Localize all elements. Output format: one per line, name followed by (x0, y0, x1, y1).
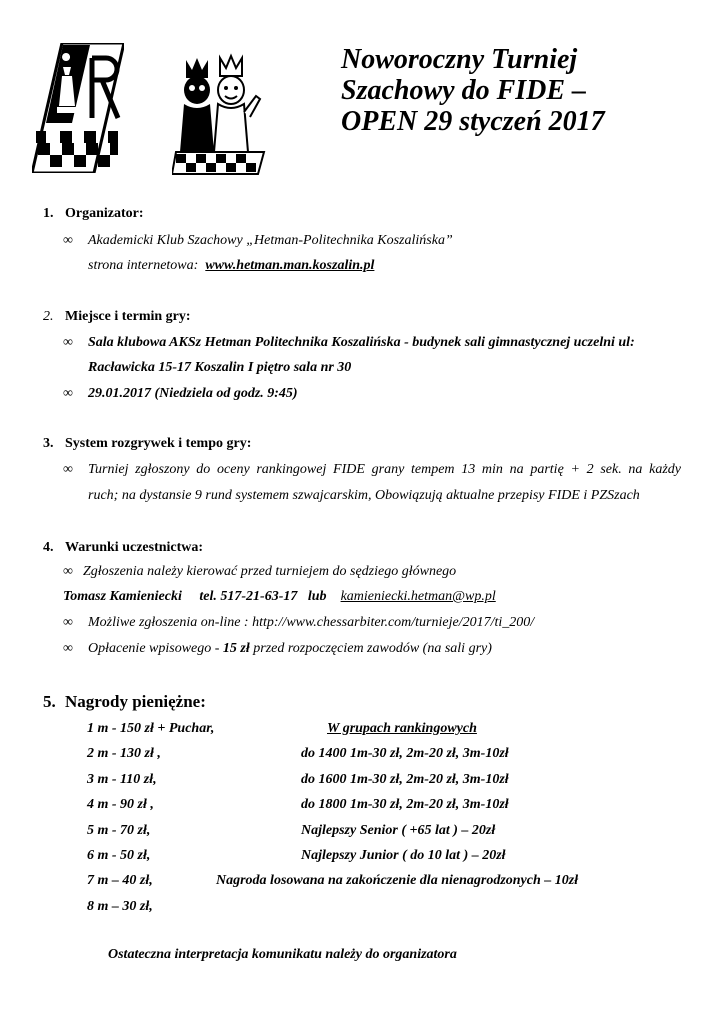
prize-place-7: 7 m – 40 zł, (87, 873, 153, 888)
junior-prize: Najlepszy Junior ( do 10 lat ) – 20zł (301, 848, 506, 863)
s4-judge-contact: Tomasz Kamieniecki tel. 517-21-63-17 lub kamieniecki.hetman@wp.pl (63, 589, 496, 604)
chess-club-logo (32, 43, 124, 173)
prize-place-3: 3 m - 110 zł, (87, 772, 157, 787)
document-title (341, 44, 701, 137)
section-2-heading: 2. Miejsce i termin gry: (43, 309, 191, 324)
title-line-1: Noworoczny Turniej (341, 44, 578, 75)
title-line-2: Szachowy do FIDE – (341, 75, 587, 106)
s2-date: ∞ 29.01.2017 (Niedziela od godz. 9:45) (63, 386, 298, 401)
s2-venue-2: Racławicka 15-17 Koszalin I piętro sala nr 30 (88, 360, 352, 375)
draw-prize: Nagroda losowana na zakończenie dla nienagrodzonych – 10zł (216, 873, 579, 888)
section-3-heading: 3. System rozgrywek i tempo gry: (43, 436, 252, 451)
group-prize-1800: do 1800 1m-30 zł, 2m-20 zł, 3m-10zł (301, 797, 509, 812)
prize-place-5: 5 m - 70 zł, (87, 823, 151, 838)
s4-fee: ∞ Opłacenie wpisowego - 15 zł przed rozpoczęciem zawodów (na sali gry) (63, 641, 492, 656)
s4-online: ∞ Możliwe zgłoszenia on-line : http://www.chessarbiter.com/turnieje/2017/ti_200/ (63, 615, 535, 630)
senior-prize: Najlepszy Senior ( +65 lat ) – 20zł (301, 823, 496, 838)
section-4-heading: 4. Warunki uczestnictwa: (43, 540, 204, 555)
title-line-3: OPEN 29 styczeń 2017 (341, 106, 605, 137)
prize-place-8: 8 m – 30 zł, (87, 899, 153, 914)
s3-text-1: ∞ Turniej zgłoszony do oceny rankingowej FIDE grany tempem 13 min na partię + 2 sek. na każdy (63, 462, 681, 477)
section-1-heading: 1. Organizator: (43, 206, 144, 221)
s1-website: strona internetowa: www.hetman.man.koszalin.pl (88, 258, 375, 273)
s4-entries: ∞ Zgłoszenia należy kierować przed turniejem do sędziego głównego (63, 564, 457, 579)
email-link[interactable]: kamieniecki.hetman@wp.pl (340, 589, 496, 604)
prize-place-4: 4 m - 90 zł , (87, 797, 154, 812)
website-link[interactable]: www.hetman.man.koszalin.pl (205, 258, 375, 273)
s1-club: ∞ Akademicki Klub Szachowy „Hetman-Politechnika Koszalińska” (63, 233, 453, 248)
section-5-heading: 5. Nagrody pieniężne: (43, 692, 206, 711)
prize-place-1: 1 m - 150 zł + Puchar, (87, 721, 215, 736)
s3-text-2: ruch; na dystansie 9 rund systemem szwajcarskim, Obowiązują aktualne przepisy FIDE i PZSzach (88, 488, 640, 503)
group-prize-1600: do 1600 1m-30 zł, 2m-20 zł, 3m-10zł (301, 772, 509, 787)
prize-place-2: 2 m - 130 zł , (87, 746, 161, 761)
footer-note: Ostateczna interpretacja komunikatu należy do organizatora (108, 947, 457, 962)
group-prize-1400: do 1400 1m-30 zł, 2m-20 zł, 3m-10zł (301, 746, 509, 761)
groups-heading: W grupach rankingowych (327, 721, 477, 736)
chess-kings-mascot (172, 48, 268, 178)
s2-venue-1: ∞ Sala klubowa AKSz Hetman Politechnika Koszalińska - budynek sali gimnastycznej uczelni ul: (63, 335, 635, 350)
prize-place-6: 6 m - 50 zł, (87, 848, 151, 863)
